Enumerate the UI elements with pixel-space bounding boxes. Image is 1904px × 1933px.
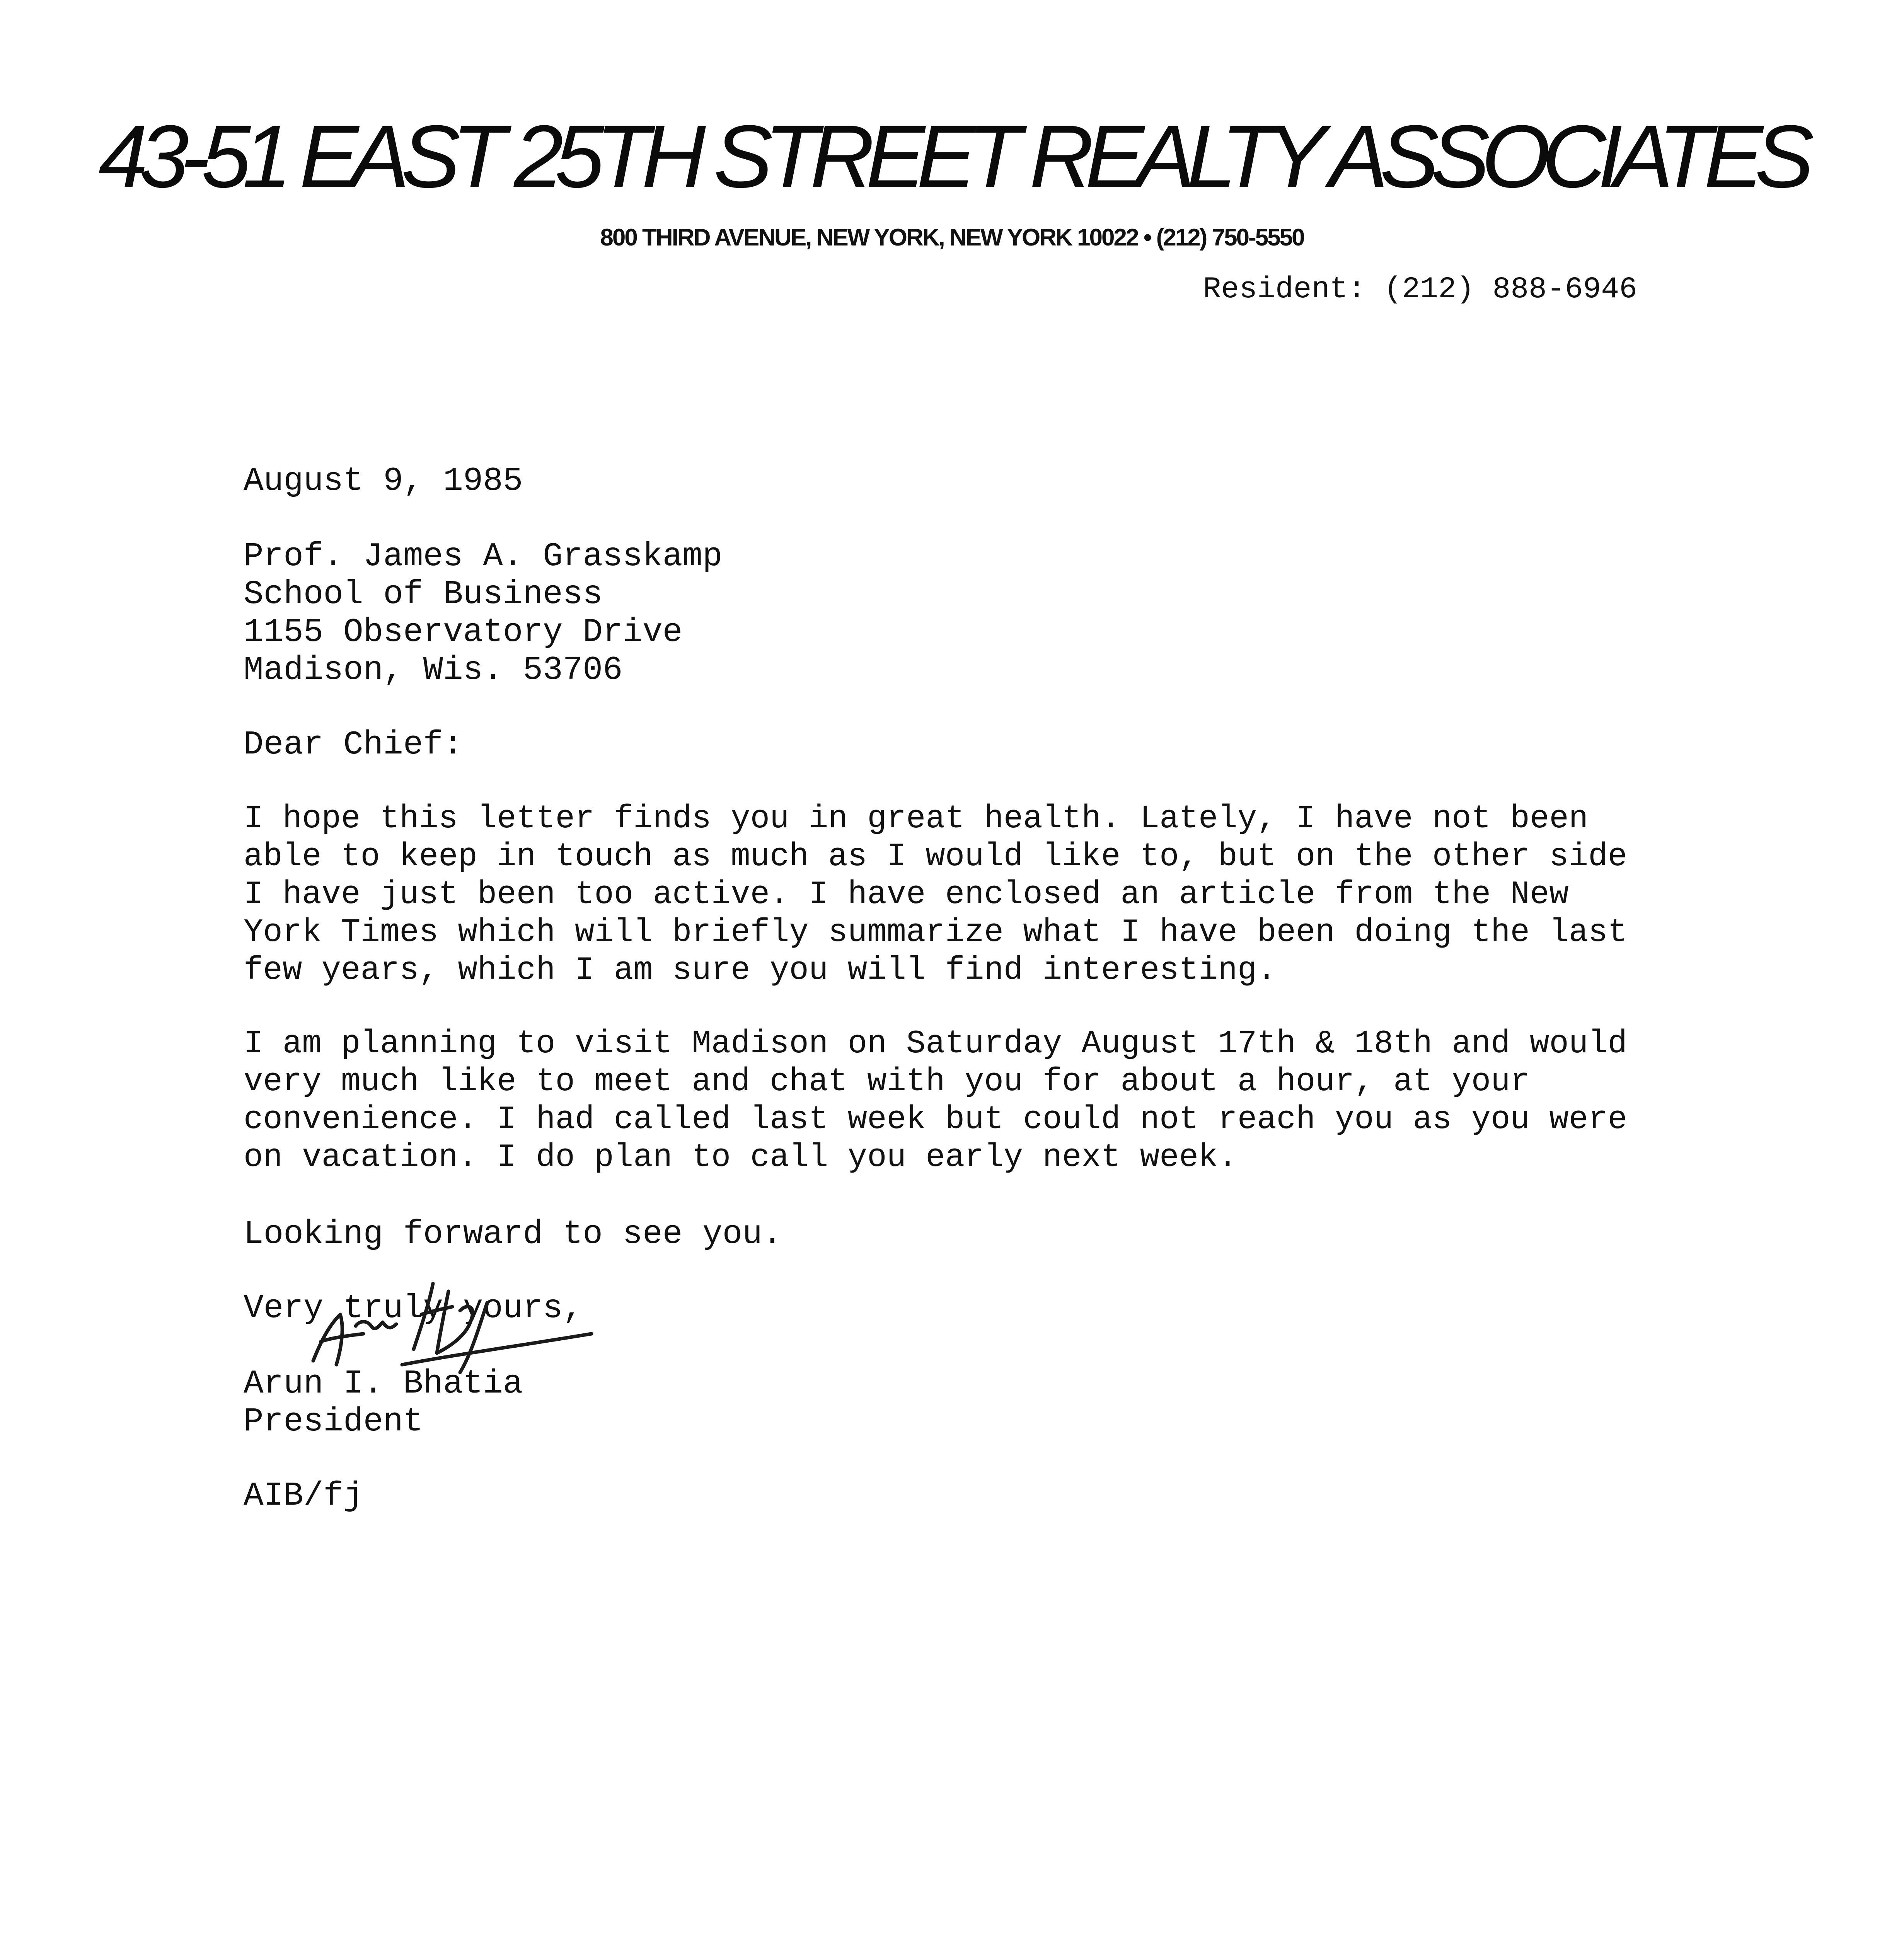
salutation: Dear Chief:	[244, 726, 463, 764]
paragraph-line: I hope this letter finds you in great health. Lately, I have not been	[244, 801, 1589, 837]
paragraph-line: on vacation. I do plan to call you early next week.	[244, 1139, 1238, 1176]
body-paragraph-1	[244, 800, 1627, 990]
paragraph-line: able to keep in touch as much as I would like to, but on the other side	[244, 839, 1627, 875]
signer-block	[244, 1365, 523, 1440]
paragraph-line: York Times which will briefly summarize what I have been doing the last	[244, 914, 1627, 951]
signer-title: President	[244, 1403, 423, 1440]
reference-initials: AIB/fj	[244, 1477, 363, 1515]
recipient-name: Prof. James A. Grasskamp	[244, 537, 723, 575]
letter-date: August 9, 1985	[244, 462, 523, 500]
paragraph-line: convenience. I had called last week but could not reach you as you were	[244, 1101, 1627, 1138]
recipient-department: School of Business	[244, 575, 603, 613]
paragraph-line: few years, which I am sure you will find interesting.	[244, 952, 1277, 989]
recipient-street: 1155 Observatory Drive	[244, 613, 683, 651]
resident-phone-line: Resident: (212) 888-6946	[1203, 273, 1637, 307]
paragraph-line: very much like to meet and chat with you for about a hour, at your	[244, 1064, 1530, 1100]
closing-sentence: Looking forward to see you.	[244, 1215, 782, 1253]
valediction: Very truly yours,	[244, 1289, 583, 1327]
signer-name: Arun I. Bhatia	[244, 1365, 523, 1403]
letterhead-company-name: 43-51 EAST 25TH STREET REALTY ASSOCIATES	[98, 107, 1806, 206]
body-paragraph-2	[244, 1025, 1627, 1177]
paragraph-line: I am planning to visit Madison on Saturday August 17th & 18th and would	[244, 1026, 1627, 1062]
recipient-city: Madison, Wis. 53706	[244, 651, 623, 689]
letterhead-address: 800 THIRD AVENUE, NEW YORK, NEW YORK 10022 • (212) 750-5550	[600, 224, 1304, 251]
recipient-address-block	[244, 537, 723, 689]
paragraph-line: I have just been too active. I have enclosed an article from the New	[244, 876, 1569, 913]
